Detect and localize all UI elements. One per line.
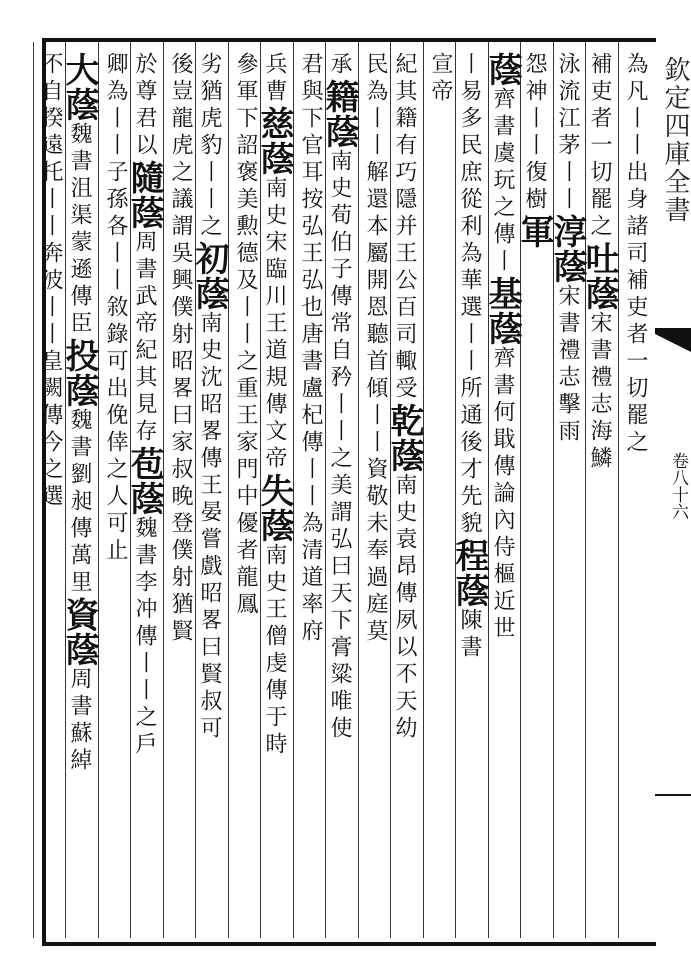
column-text: 宣帝 <box>428 52 453 106</box>
column-text: 周書武帝紀其見存 <box>132 230 157 446</box>
column-text: 後豈龍虎之議 <box>168 52 193 214</box>
margin-book-title: 欽定四庫全書 <box>660 56 690 224</box>
column-text: 傾丨丨資敬未奉過庭莫 <box>363 376 388 646</box>
column-text: 謂吳興僕射昭畧曰家叔晚登僕射猶賢 <box>168 214 193 646</box>
column-text: 卿為丨丨 <box>103 52 128 160</box>
column-text: 宋書禮志海鱗 <box>587 311 612 473</box>
column-text: 奔波丨丨皇闕 <box>38 241 63 403</box>
entry-heading: 蔭 <box>384 438 424 473</box>
entry-heading: 基 <box>482 276 522 311</box>
column-text: 齊書虞玩之傳丨 <box>490 87 515 276</box>
entry-heading: 蔭 <box>59 373 99 408</box>
entry-heading: 蔭 <box>124 195 164 230</box>
margin-rule <box>655 794 691 796</box>
entry-heading: 蔭 <box>482 311 522 346</box>
page-margin <box>655 42 691 938</box>
column-text: 民為丨丨解還本屬開恩聽首 <box>363 52 388 376</box>
column-text: 魏書李冲傳丨丨之戶 <box>132 516 157 759</box>
entry-heading: 蔭 <box>189 276 229 311</box>
column-text: 子孫各丨丨敘錄 <box>103 160 128 349</box>
column-text: 齊書何戢傳論內侍樞近世 <box>490 346 515 643</box>
entry-heading: 蔭 <box>124 481 164 516</box>
entry-heading: 蔭 <box>319 114 359 149</box>
text-column <box>26 52 72 932</box>
column-text: 兵曹 <box>262 52 287 106</box>
column-text: 紀其籍有巧隱并王公百司輙受 <box>392 52 417 403</box>
entry-heading: 程 <box>449 538 489 573</box>
entry-heading: 蔭 <box>59 87 99 122</box>
entry-heading: 蔭 <box>254 141 294 176</box>
column-text: 劣猶虎豹丨丨之 <box>197 52 222 241</box>
entry-heading: 蔭 <box>547 249 587 284</box>
column-text: 王家門中優者龍鳳 <box>233 403 258 619</box>
column-text: 於尊君以 <box>132 52 157 160</box>
entry-heading: 淳 <box>547 214 587 249</box>
column-text: 可出俛倖之人可止 <box>103 349 128 565</box>
column-text: 南史沈昭畧傳王晏嘗戲昭畧曰賢叔可 <box>197 311 222 743</box>
column-text: 宋書禮志擊雨 <box>555 284 580 446</box>
column-text: 魏書劉昶傳萬里 <box>67 408 92 597</box>
column-text: 為凡丨丨出身諸司補吏者一切罷之 <box>623 52 648 457</box>
entry-heading: 初 <box>189 241 229 276</box>
column-text: 傳今之選 <box>38 403 63 511</box>
column-text: 承 <box>327 52 352 79</box>
entry-heading: 資 <box>59 597 99 632</box>
column-text: 南史宋臨川王道規傳文帝 <box>262 176 287 473</box>
entry-heading: 乾 <box>384 403 424 438</box>
entry-heading: 蔭 <box>579 276 619 311</box>
column-text: 周書蘇綽 <box>67 667 92 775</box>
column-text: 丨易多民庶從利 <box>457 52 482 241</box>
column-text: 南史袁昂傳夙以不天幼 <box>392 473 417 743</box>
entry-heading: 蔭 <box>449 573 489 608</box>
entry-heading: 隨 <box>124 160 164 195</box>
column-text: 不自揆遠托丨丨 <box>38 52 63 241</box>
column-text: 魏書沮渠蒙遜傳臣 <box>67 122 92 338</box>
column-text: 補吏者一切罷之 <box>587 52 612 241</box>
margin-volume-label: 卷八十六 <box>668 452 688 520</box>
entry-heading: 失 <box>254 473 294 508</box>
entry-heading: 大 <box>59 52 99 87</box>
entry-heading: 籍 <box>319 79 359 114</box>
column-text: 泳流江茅丨丨 <box>555 52 580 214</box>
entry-heading: 軍 <box>514 214 554 249</box>
entry-heading: 吐 <box>579 241 619 276</box>
entry-heading: 蔭 <box>254 508 294 543</box>
entry-heading: 慈 <box>254 106 294 141</box>
column-text: 君與下官耳按弘王弘也唐書盧杞傳丨丨為清道率府 <box>298 52 323 646</box>
column-text: 陳書 <box>457 608 482 662</box>
column-text: 為華選丨丨所通後才先貌 <box>457 241 482 538</box>
fishtail-mark <box>655 334 691 352</box>
entry-heading: 投 <box>59 338 99 373</box>
column-text: 下詔褒美勲德及丨丨之重 <box>233 106 258 403</box>
entry-heading: 苞 <box>124 446 164 481</box>
column-text: 南史王僧虔傳于時 <box>262 543 287 759</box>
entry-heading: 蔭 <box>59 632 99 667</box>
column-text: 怨神丨丨復樹 <box>522 52 547 214</box>
column-text: 南史荀伯子傳常自矜丨丨之美謂弘曰天下膏粱唯使 <box>327 149 352 743</box>
entry-heading: 蔭 <box>482 52 522 87</box>
column-text: 參軍 <box>233 52 258 106</box>
